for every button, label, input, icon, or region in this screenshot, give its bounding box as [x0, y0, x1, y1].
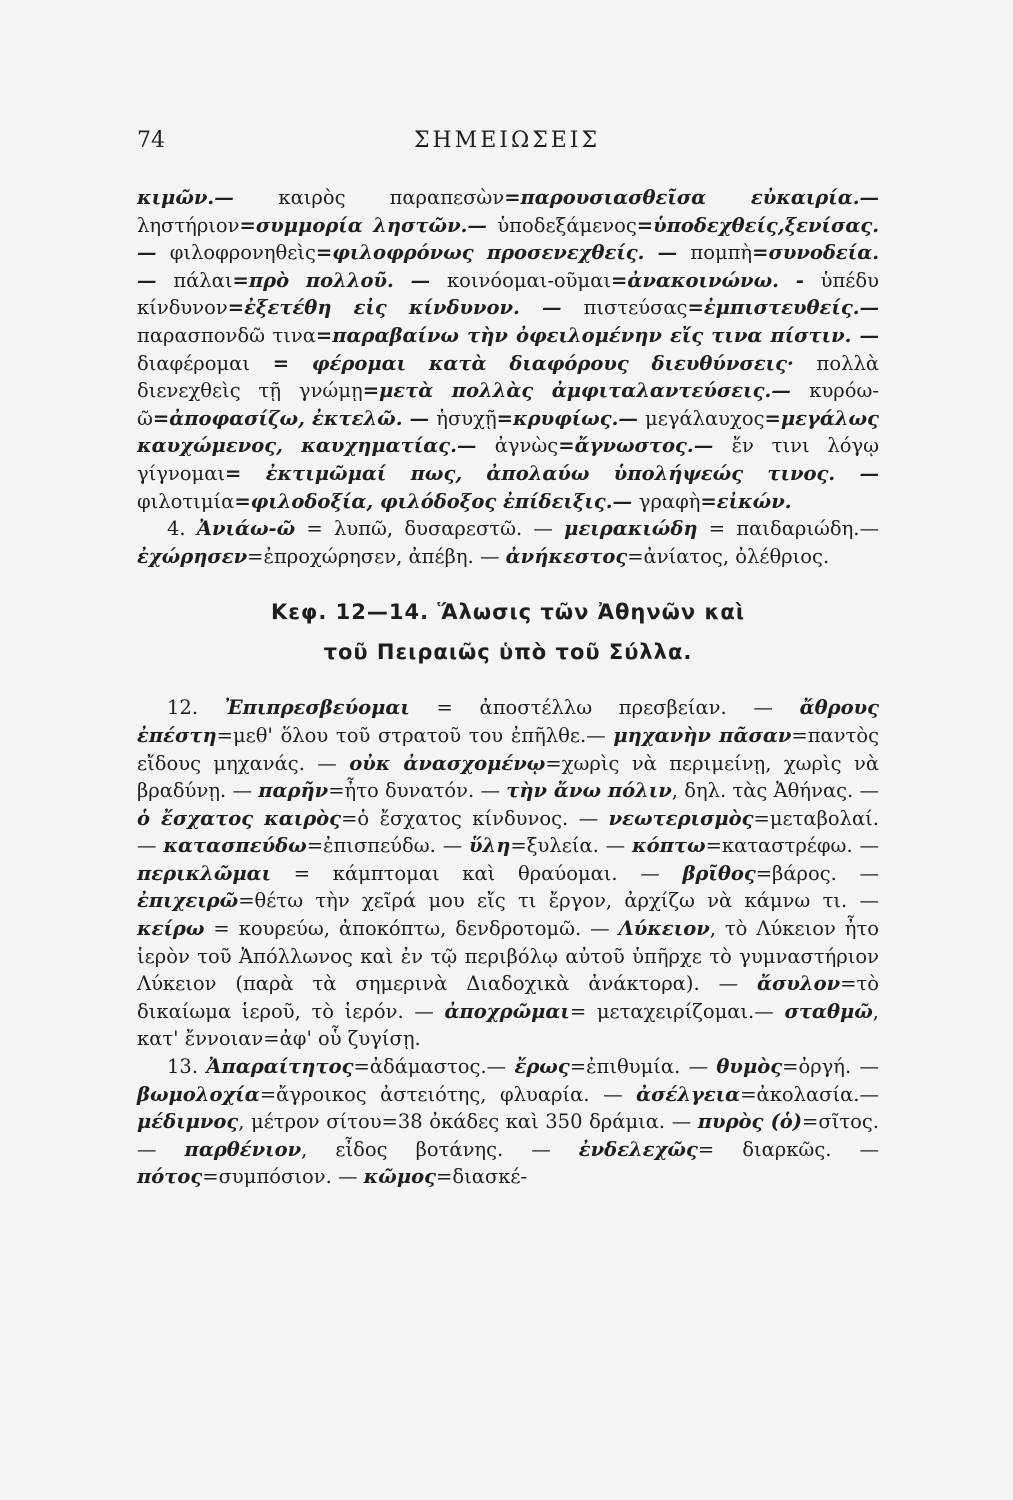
gloss-definition: =σῖτος. —	[137, 1110, 879, 1161]
gloss-definition: πολλὰ διενεχθεὶς τῇ γνώμῃ	[137, 351, 879, 403]
gloss-definition: = κάμπτομαι καὶ θραύομαι. —	[271, 861, 683, 885]
gloss-definition: =βάρος. —	[755, 861, 879, 885]
gloss-headword: Ἐπιπρεσβεύομαι	[224, 696, 410, 720]
gloss-definition: =ξυλεία. —	[510, 834, 632, 858]
gloss-headword: κατασπεύδω	[163, 834, 307, 858]
gloss-definition: =ἀκολασία.—	[740, 1082, 879, 1106]
gloss-definition: =παντὸς εἴδους μηχανάς. —	[137, 723, 880, 775]
gloss-headword: κῶμος	[363, 1165, 437, 1189]
gloss-headword: τὴν ἄνω πόλιν	[506, 779, 672, 803]
gloss-headword: κόπτω	[631, 834, 706, 858]
chapter-heading-line: τοῦ Πειραιῶς ὑπὸ τοῦ Σύλλα.	[323, 640, 693, 665]
paragraph	[137, 184, 879, 515]
gloss-definition: , εἶδος βοτάνης. —	[301, 1137, 579, 1161]
gloss-headword: =ἄγνωστος.—	[558, 434, 732, 458]
gloss-headword: ἐπιχειρῶ	[137, 889, 239, 913]
gloss-definition: =θέτω τὴν χεῖρά μου εἴς τι ἔργον, ἀρχίζω νὰ κάμνω τι. —	[238, 889, 879, 913]
gloss-definition: =διασκέ-	[436, 1165, 528, 1189]
gloss-definition: ἡσυχῇ	[436, 406, 497, 430]
gloss-headword: παρθένιον	[184, 1137, 302, 1161]
gloss-headword: μειρακιώδη	[564, 517, 698, 541]
gloss-definition: ληστήριον	[137, 213, 240, 237]
gloss-definition: =συμπόσιον. —	[202, 1165, 364, 1189]
gloss-headword: Ἀπαραίτητος	[206, 1055, 354, 1079]
gloss-definition: =ἀδάμαστος.—	[353, 1055, 515, 1079]
gloss-definition: =ὁ ἔσχατος κίνδυνος. —	[341, 806, 609, 830]
gloss-headword: σταθμῶ	[784, 999, 873, 1023]
gloss-headword: =παρουσιασθεῖσα εὐκαιρία.—	[504, 186, 879, 209]
gloss-definition: =καταστρέφω. —	[705, 834, 879, 858]
gloss-definition: φιλοφρονηθεὶς	[169, 241, 316, 265]
gloss-headword: =ἐμπιστευθείς.—	[687, 296, 879, 320]
gloss-definition: =ἀνίατος, ὀλέθριος.	[627, 544, 830, 568]
gloss-definition: =ἄγροικος ἀστειότης, φλυαρία. —	[259, 1082, 637, 1106]
gloss-headword: θυμὸς	[716, 1055, 783, 1079]
gloss-headword: =συνοδεία. —	[137, 241, 879, 292]
gloss-headword: ἀποχρῶμαι	[444, 999, 570, 1023]
gloss-headword: Λύκειον	[618, 917, 710, 941]
gloss-headword: μέδιμνος	[137, 1110, 239, 1134]
gloss-headword: =ἀνακοινώνω. -	[611, 268, 821, 292]
gloss-definition: διαφέρομαι	[137, 351, 251, 375]
gloss-definition: =μεταβολαί. —	[137, 806, 879, 858]
gloss-definition: κοινόομαι-οῦμαι	[446, 268, 612, 292]
gloss-headword: =κρυφίως.—	[496, 406, 646, 430]
gloss-headword: =ἐξετέθη εἰς κίνδυνον. —	[227, 296, 584, 320]
gloss-headword: ἀσέλγεια	[636, 1082, 741, 1106]
gloss-headword: βρῖθος	[682, 861, 756, 885]
gloss-headword: ἐνδελεχῶς	[578, 1137, 698, 1161]
gloss-definition: 12.	[167, 696, 225, 720]
gloss-definition: πάλαι	[173, 268, 233, 292]
page-header	[137, 128, 877, 164]
gloss-headword: περικλῶμαι	[137, 861, 272, 885]
gloss-headword: νεωτερισμὸς	[608, 806, 754, 830]
paragraph	[137, 694, 879, 1053]
gloss-headword: ἄσυλον	[757, 972, 841, 996]
gloss-headword: ἄθρους ἐπέστη	[137, 696, 879, 747]
gloss-headword: =μεγάλως καυχώμενος, καυχηματίας.—	[137, 406, 879, 458]
gloss-definition: μεγάλαυχος	[645, 406, 765, 430]
gloss-definition: =ἐπισπεύδω. —	[306, 834, 470, 858]
gloss-definition: =ἐπιθυμία. —	[569, 1055, 717, 1079]
gloss-definition: καιρὸς παραπεσὼν	[278, 186, 505, 209]
chapter-heading	[137, 592, 879, 672]
gloss-definition: = διαρκῶς. —	[697, 1137, 879, 1161]
gloss-definition: ἔν τινι λόγῳ γίγνομαι	[137, 434, 879, 485]
gloss-definition: = παιδαριώδη.—	[697, 517, 879, 541]
gloss-definition: πιστεύσας	[583, 296, 688, 320]
gloss-definition: ὑποδεξάμενος	[497, 213, 637, 237]
gloss-headword: = φέρομαι κατὰ διαφόρους διευθύνσεις·	[250, 351, 817, 375]
gloss-definition: , δηλ. τὰς Ἀθήνας. —	[671, 779, 879, 803]
gloss-headword: μηχανὴν πᾶσαν	[613, 723, 792, 747]
gloss-headword: =πρὸ πολλοῦ. —	[232, 268, 447, 292]
gloss-headword: κείρω	[137, 917, 205, 941]
gloss-definition: = λυπῶ, δυσαρεστῶ. —	[295, 517, 565, 541]
gloss-headword: =μετὰ πολλὰς ἀμφιταλαντεύσεις.—	[362, 379, 810, 403]
gloss-headword: ἐχώρησεν	[137, 544, 248, 568]
paragraph	[137, 1053, 879, 1191]
paragraph	[137, 515, 879, 570]
page-number: 74	[137, 128, 165, 153]
gloss-definition: φιλοτιμία	[137, 489, 235, 513]
gloss-headword: ἀνήκεστος	[505, 544, 628, 568]
page-body	[137, 184, 879, 1191]
gloss-headword: =συμμορία ληστῶν.—	[239, 213, 498, 237]
gloss-headword: =φιλοδοξία, φιλόδοξος ἐπίδειξις.—	[234, 489, 639, 513]
gloss-headword: =ὑποδεχθείς,ξενίσας.—	[137, 213, 879, 265]
gloss-definition: πομπὴ	[690, 241, 753, 265]
gloss-definition: = μεταχειρίζομαι.—	[569, 999, 785, 1023]
gloss-definition: ὑπέδυ κίνδυνον	[137, 268, 880, 320]
gloss-headword: =φιλοφρόνως προσενεχθείς. —	[315, 241, 691, 265]
gloss-definition: γραφὴ	[638, 489, 701, 513]
gloss-headword: =παραβαίνω τὴν ὀφειλομένην εἴς τινα πίστιν. —	[315, 323, 879, 347]
chapter-heading-line: Κεφ. 12—14. Ἅλωσις τῶν Ἀθηνῶν καὶ	[270, 600, 746, 625]
running-title: ΣΗΜΕΙΩΣΕΙΣ	[413, 128, 601, 153]
gloss-definition: = κουρεύω, ἀποκόπτω, δενδροτομῶ. —	[204, 917, 619, 941]
gloss-definition: 4.	[167, 517, 197, 541]
gloss-headword: ἔρως	[514, 1055, 570, 1079]
gloss-definition: =ὀργή. —	[782, 1055, 879, 1079]
gloss-definition: =ἐπροχώρησεν, ἀπέβη. —	[247, 544, 506, 568]
gloss-definition: =μεθ' ὅλου τοῦ στρατοῦ του ἐπῆλθε.—	[216, 723, 614, 747]
gloss-definition: 13.	[167, 1055, 207, 1079]
gloss-definition: =ἦτο δυνατόν. —	[328, 779, 507, 803]
gloss-headword: ὕλη	[469, 834, 511, 858]
gloss-headword: πυρὸς (ὁ)	[697, 1110, 803, 1134]
gloss-headword: κιμῶν.—	[137, 186, 279, 209]
gloss-headword: Ἀνιάω-ῶ	[196, 517, 296, 541]
gloss-definition: , μέτρον σίτου=38 ὀκάδες καὶ 350 δράμια. —	[238, 1110, 698, 1134]
gloss-headword: παρῆν	[258, 779, 329, 803]
gloss-definition: , κατ' ἔννοιαν=ἀφ' οὗ ζυγίσῃ.	[137, 999, 879, 1051]
gloss-headword: = ἐκτιμῶμαί πως, ἀπολαύω ὑπολήψεώς τινος. —	[225, 461, 879, 485]
gloss-definition: κυρόω-ῶ	[137, 379, 879, 430]
gloss-headword: οὐκ ἀνασχομένῳ	[349, 751, 546, 775]
gloss-headword: =εἰκών.	[700, 489, 792, 513]
gloss-headword: πότος	[137, 1165, 203, 1189]
gloss-definition: , τὸ Λύκειον ἦτο ἱερὸν τοῦ Ἀπόλλωνος καὶ ἐν τῷ περιβόλῳ αὐτοῦ ὑπῆρχε τὸ γυμναστήριον Λύκειον (παρὰ τὰ σημερινὰ Διαδοχικὰ ἀνάκτορα). —	[137, 917, 879, 996]
gloss-headword: =ἀποφασίζω, ἐκτελῶ. —	[152, 406, 437, 430]
gloss-definition: ἀγνὼς	[494, 434, 559, 458]
gloss-definition: παρασπονδῶ τινα	[137, 323, 316, 347]
gloss-headword: βωμολοχία	[137, 1082, 260, 1106]
gloss-headword: ὁ ἔσχατος καιρὸς	[137, 806, 342, 830]
gloss-definition: =χωρὶς νὰ περιμείνῃ, χωρὶς νὰ βραδύνῃ. —	[137, 751, 879, 803]
gloss-definition: = ἀποστέλλω πρεσβείαν. —	[409, 696, 800, 720]
gloss-definition: =τὸ δικαίωμα ἱεροῦ, τὸ ἱερόν. —	[137, 972, 879, 1023]
